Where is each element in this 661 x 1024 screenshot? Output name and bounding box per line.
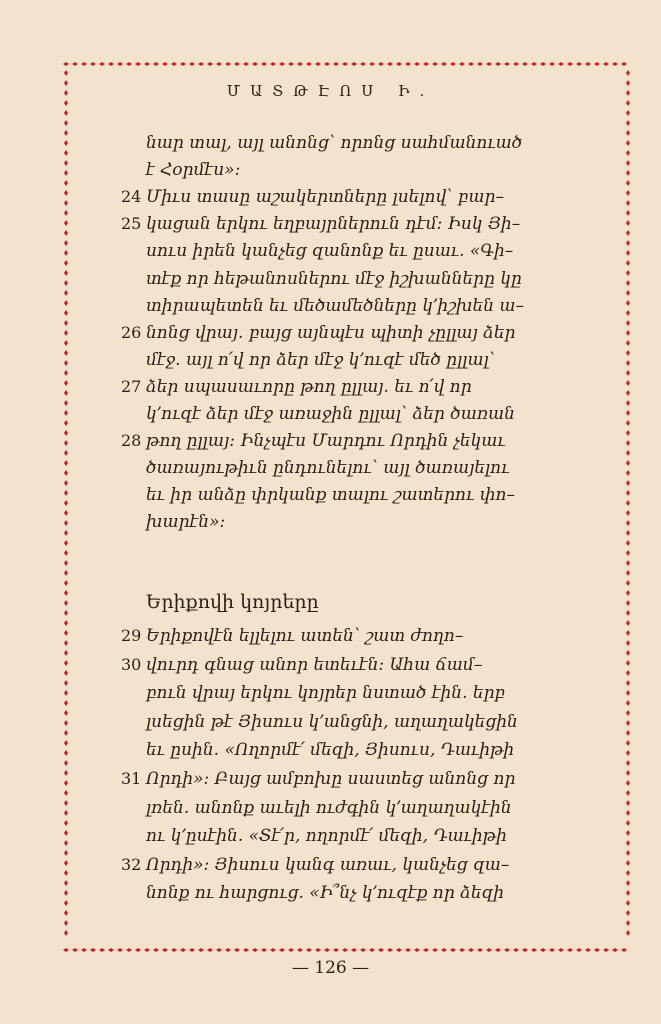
text-line: նար տալ, այլ անոնց՝ որոնց սահմանուած <box>146 133 523 153</box>
text-line: մէջ. այլ ո՛վ որ ձեր մէջ կ՚ուզէ մեծ ըլլալ՝ <box>146 349 495 370</box>
verse-number: 25 <box>121 214 142 234</box>
page-number: — 126 — <box>291 958 370 978</box>
text-line: է Հօրմէս»: <box>146 160 241 181</box>
verse-number: 24 <box>121 187 142 207</box>
text-line: նոնք ու հարցուց. «Ի՞նչ կ՚ուզէք որ ձեզի <box>146 883 505 904</box>
text-line: լսեցին թէ Յիսուս կ՚անցնի, աղաղակեցին <box>146 711 518 732</box>
text-line: լռեն. անոնք աւելի ուժգին կ՚աղաղակէին <box>146 797 512 818</box>
text-line: սուս իրեն կանչեց զանոնք եւ ըսաւ. «Գի– <box>146 241 514 262</box>
verse-number: 27 <box>121 376 142 396</box>
text-line: խարէն»: <box>146 512 226 533</box>
text-line: եւ իր անձը փրկանք տալու շատերու փո– <box>146 485 516 506</box>
text-line: կ՚ուզէ ձեր մէջ առաջին ըլլալ՝ ձեր ծառան <box>146 404 515 424</box>
verse-number: 28 <box>121 431 142 451</box>
text-line: բուն վրայ երկու կոյրեր նստած էին. երբ <box>146 683 506 704</box>
verse-number: 30 <box>121 654 142 674</box>
text-line: վուրդ գնաց անոր ետեւէն: Ահա ճամ– <box>146 654 483 675</box>
verse-number: 32 <box>121 854 142 874</box>
section-subheading: Երիքովի կոյրերը <box>146 591 319 613</box>
text-line: տէք որ հեթանոսներու մէջ իշխանները կը <box>146 268 522 289</box>
text-line: Որդի»: Բայց ամբոխը սաստեց անոնց որ <box>146 769 516 789</box>
verse-number: 29 <box>121 626 142 645</box>
verse-number: 31 <box>121 769 142 788</box>
text-line: թող ըլլայ: Ինչպէս Մարդու Որդին չեկաւ <box>146 431 506 452</box>
text-line: Որդի»: Յիսուս կանգ առաւ, կանչեց զա– <box>146 854 510 875</box>
text-line: կացան երկու եղբայրներուն դէմ: Իսկ Յի– <box>146 214 521 235</box>
text-line: ծառայութիւն ընդունելու՝ այլ ծառայելու <box>146 458 510 479</box>
text-line: ձեր սպասաւորը թող ըլլայ. եւ ո՛վ որ <box>146 376 472 397</box>
text-line: ու կ՚ըսէին. «Տէ՛ր, ողորմէ՛ մեզի, Դաւիթի <box>146 826 507 847</box>
text-line: Միւս տասը աշակերտները լսելով՝ բար– <box>146 187 504 208</box>
text-line: տիրապետեն եւ մեծամեծները կ՚իշխեն ա– <box>146 295 525 316</box>
text-line: Երիքովէն ելլելու ատեն՝ շատ ժողո– <box>146 626 464 646</box>
text-line: եւ ըսին. «Ողորմէ՛ մեզի, Յիսուս, Դաւիթի <box>146 740 515 761</box>
running-header: ՄԱՏԹԷՈՍ Ի. <box>226 82 435 100</box>
verse-number: 26 <box>121 322 142 342</box>
text-line: նոնց վրայ. բայց այնպէս պիտի չըլլայ ձեր <box>146 322 516 343</box>
